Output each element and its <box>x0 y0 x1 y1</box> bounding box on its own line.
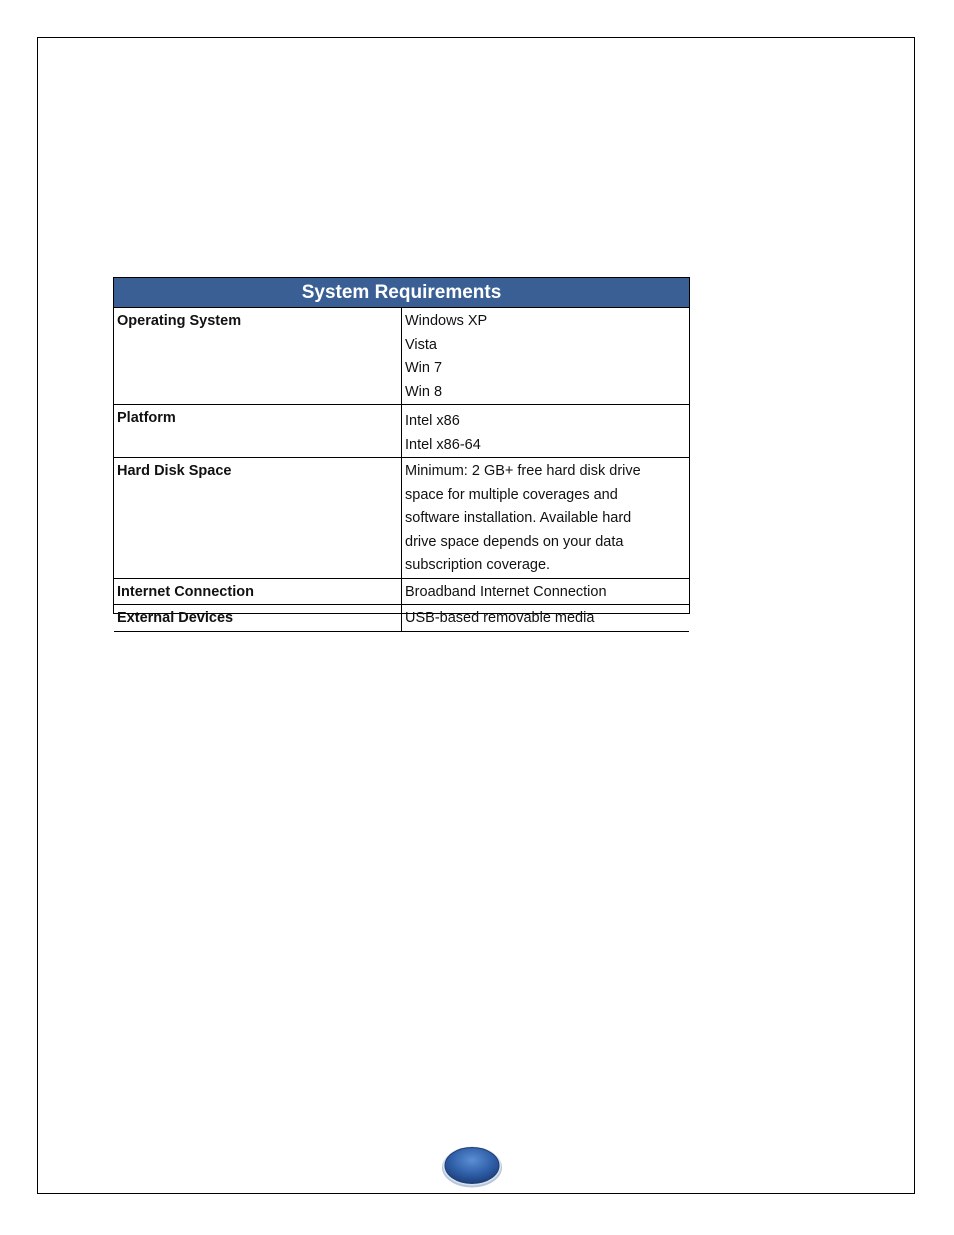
table-row-platform <box>114 405 689 458</box>
value-line: Vista <box>405 336 437 353</box>
row-value <box>402 458 690 579</box>
table-title: System Requirements <box>114 278 689 308</box>
row-label: Operating System <box>114 308 402 405</box>
row-label: Internet Connection <box>114 578 402 605</box>
system-requirements-table <box>113 277 690 626</box>
row-label: Hard Disk Space <box>114 458 402 579</box>
requirements-table <box>114 278 689 632</box>
value-line: Minimum: 2 GB+ free hard disk drive <box>405 463 641 479</box>
row-label: External Devices <box>114 605 402 632</box>
value-line: subscription coverage. <box>405 557 551 573</box>
table-row-internet-connection <box>114 578 689 605</box>
row-value <box>402 405 690 458</box>
value-line: Intel x86-64 <box>405 436 481 453</box>
row-label: Platform <box>114 405 402 458</box>
value-line: Broadband Internet Connection <box>405 583 607 600</box>
badge-oval-icon <box>441 1143 503 1189</box>
row-value <box>402 308 690 405</box>
table-row-hard-disk-space <box>114 458 689 579</box>
value-line: space for multiple coverages and <box>405 486 618 503</box>
value-line: Win 8 <box>405 383 443 400</box>
value-line: drive space depends on your data <box>405 533 624 550</box>
row-value <box>402 578 690 605</box>
page-number-badge <box>441 1143 503 1189</box>
value-line: Intel x86 <box>405 413 460 429</box>
table-row-operating-system <box>114 308 689 405</box>
value-line: USB-based removable media <box>405 610 595 626</box>
value-line: software installation. Available hard <box>405 510 632 526</box>
value-line: Win 7 <box>405 360 443 376</box>
table-row-external-devices <box>114 605 689 632</box>
value-line: Windows XP <box>405 313 488 329</box>
row-value <box>402 605 690 632</box>
